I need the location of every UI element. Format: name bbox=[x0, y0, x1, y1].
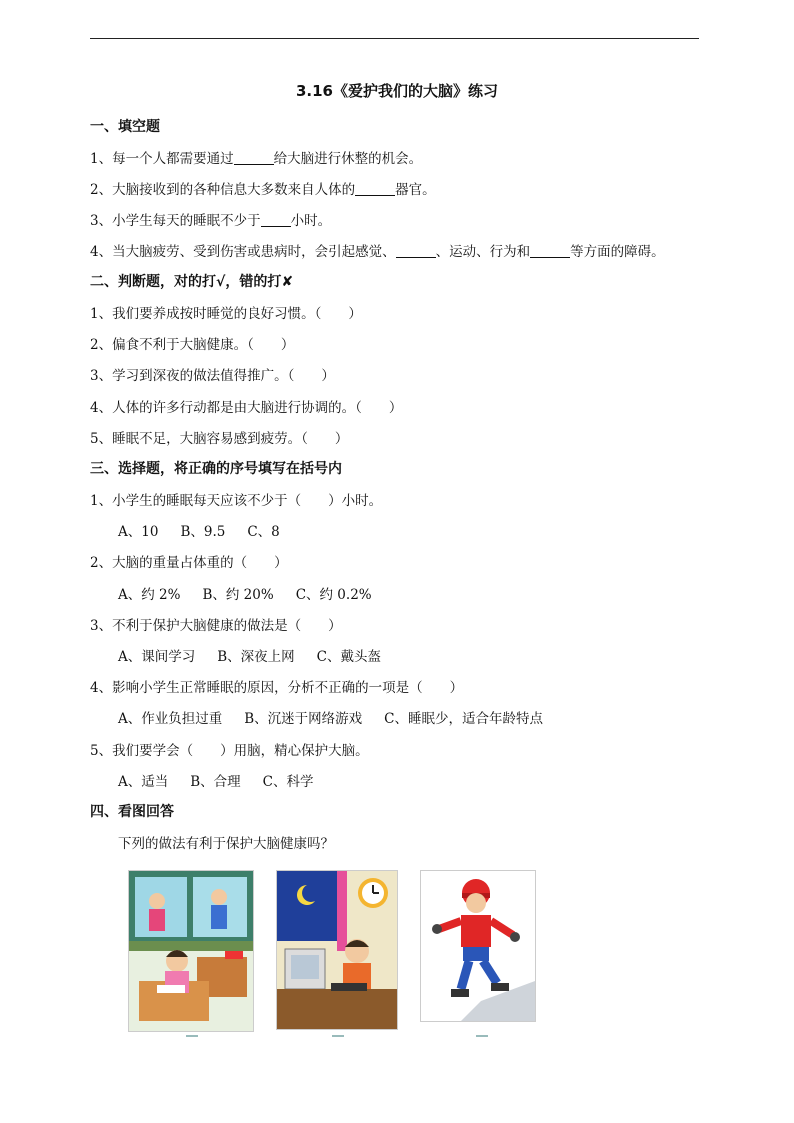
fill-q2-part-a: 2、大脑接收到的各种信息大多数来自人体的 bbox=[90, 182, 356, 198]
choice-option: C、科学 bbox=[262, 774, 314, 790]
choice-question-1: 1、小学生的睡眠每天应该不少于（ ）小时。 bbox=[90, 493, 383, 509]
fill-q3-part-a: 3、小学生每天的睡眠不少于 bbox=[90, 213, 261, 229]
judge-question-4: 4、人体的许多行动都是由大脑进行协调的。（ ） bbox=[90, 400, 403, 416]
illustration-classroom-study bbox=[128, 870, 254, 1032]
answer-mark-2 bbox=[332, 1035, 344, 1037]
section-true-false: 二、判断题，对的打√，错的打✘ bbox=[90, 274, 294, 290]
choice-option: B、合理 bbox=[190, 774, 241, 790]
answer-blank[interactable] bbox=[396, 243, 436, 258]
choice-option: A、作业负担过重 bbox=[118, 711, 223, 727]
choice-option: C、约 0.2% bbox=[295, 587, 372, 603]
illustration-late-night-computer bbox=[276, 870, 398, 1030]
answer-mark-1 bbox=[186, 1035, 198, 1037]
choice-option: A、10 bbox=[118, 524, 159, 540]
fill-q4-part-a: 4、当大脑疲劳、受到伤害或患病时，会引起感觉、 bbox=[90, 244, 396, 260]
fill-q4-part-c: 等方面的障碍。 bbox=[570, 244, 665, 260]
choice-option: B、深夜上网 bbox=[217, 649, 295, 665]
choice-option: B、9.5 bbox=[180, 524, 226, 540]
choice-question-4: 4、影响小学生正常睡眠的原因，分析不正确的一项是（ ） bbox=[90, 680, 464, 696]
judge-question-1: 1、我们要养成按时睡觉的良好习惯。（ ） bbox=[90, 306, 362, 322]
fill-question-1 bbox=[90, 147, 422, 167]
page-title: 3.16《爱护我们的大脑》练习 bbox=[295, 82, 498, 100]
choice-question-5: 5、我们要学会（ ）用脑，精心保护大脑。 bbox=[90, 743, 369, 759]
choice-options-2 bbox=[118, 583, 394, 603]
choice-option: B、约 20% bbox=[202, 587, 274, 603]
illustration-skating-helmet bbox=[420, 870, 536, 1022]
choice-option: A、约 2% bbox=[118, 587, 181, 603]
choice-options-3 bbox=[118, 645, 403, 665]
choice-option: A、适当 bbox=[118, 774, 169, 790]
judge-question-5: 5、睡眠不足，大脑容易感到疲劳。（ ） bbox=[90, 431, 349, 447]
header-rule bbox=[90, 38, 699, 39]
fill-q2-part-b: 器官。 bbox=[395, 182, 436, 198]
section-picture-question: 四、看图回答 bbox=[90, 804, 174, 820]
fill-q1-part-b: 给大脑进行休整的机会。 bbox=[273, 151, 423, 167]
choice-option: C、睡眠少，适合年龄特点 bbox=[384, 711, 544, 727]
judge-question-2: 2、偏食不利于大脑健康。（ ） bbox=[90, 337, 295, 353]
choice-options-1 bbox=[118, 520, 302, 540]
choice-question-2: 2、大脑的重量占体重的（ ） bbox=[90, 555, 288, 571]
answer-blank[interactable] bbox=[530, 243, 570, 258]
picture-question-text: 下列的做法有利于保护大脑健康吗？ bbox=[118, 836, 334, 852]
fill-q3-part-b: 小时。 bbox=[290, 213, 332, 229]
answer-blank[interactable] bbox=[234, 150, 274, 165]
choice-question-3: 3、不利于保护大脑健康的做法是（ ） bbox=[90, 618, 342, 634]
answer-blank[interactable] bbox=[355, 181, 395, 196]
choice-options-5 bbox=[118, 770, 336, 790]
choice-option: B、沉迷于网络游戏 bbox=[244, 711, 363, 727]
judge-question-3: 3、学习到深夜的做法值得推广。（ ） bbox=[90, 368, 335, 384]
fill-question-4 bbox=[90, 240, 665, 260]
fill-q4-part-b: 、运动、行为和 bbox=[435, 244, 531, 260]
choice-option: C、8 bbox=[247, 524, 280, 540]
choice-option: A、课间学习 bbox=[118, 649, 196, 665]
section-fill-blank: 一、填空题 bbox=[90, 119, 160, 135]
answer-blank[interactable] bbox=[261, 212, 291, 227]
section-multiple-choice: 三、选择题，将正确的序号填写在括号内 bbox=[90, 461, 342, 477]
fill-question-2 bbox=[90, 178, 436, 198]
answer-mark-3 bbox=[476, 1035, 488, 1037]
choice-option: C、戴头盔 bbox=[316, 649, 382, 665]
fill-question-3 bbox=[90, 209, 331, 229]
fill-q1-part-a: 1、每一个人都需要通过 bbox=[90, 151, 234, 167]
choice-options-4 bbox=[118, 707, 565, 727]
